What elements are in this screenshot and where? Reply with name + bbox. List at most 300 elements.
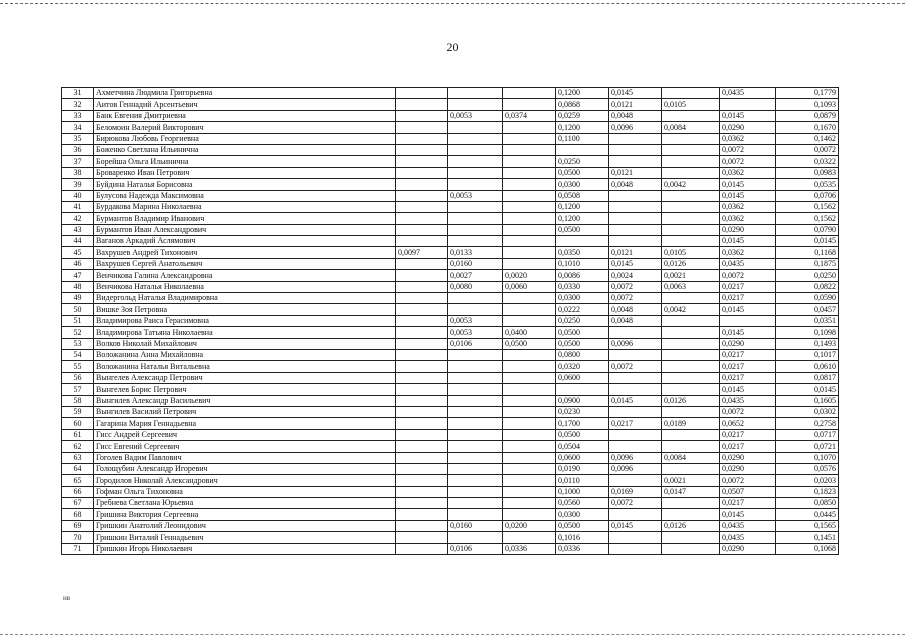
row-value-4: 0,0560 <box>556 498 609 509</box>
row-value-1 <box>396 167 448 178</box>
row-value-5: 0,0048 <box>609 315 662 326</box>
row-value-3: 0,0200 <box>503 520 556 531</box>
row-value-6 <box>662 463 720 474</box>
table-row <box>62 418 839 429</box>
row-number: 47 <box>62 270 94 281</box>
row-number: 33 <box>62 110 94 121</box>
row-name: Аитов Геннадий Арсентьевич <box>94 99 396 110</box>
row-value-4: 0,0300 <box>556 179 609 190</box>
row-value-7: 0,0435 <box>720 258 776 269</box>
row-value-2 <box>448 395 503 406</box>
row-value-2 <box>448 224 503 235</box>
row-value-2 <box>448 213 503 224</box>
footer-mark: нв <box>63 594 71 602</box>
row-value-1 <box>396 520 448 531</box>
row-value-5: 0,0048 <box>609 110 662 121</box>
row-value-3 <box>503 429 556 440</box>
row-value-1 <box>396 452 448 463</box>
row-total: 0,0879 <box>776 110 839 121</box>
row-value-2 <box>448 429 503 440</box>
row-value-4 <box>556 144 609 155</box>
row-name: Видергольд Наталья Владимировна <box>94 293 396 304</box>
row-value-3 <box>503 361 556 372</box>
row-value-6: 0,0084 <box>662 452 720 463</box>
row-value-7 <box>720 315 776 326</box>
row-value-1 <box>396 144 448 155</box>
row-value-5 <box>609 384 662 395</box>
row-value-5: 0,0217 <box>609 418 662 429</box>
row-number: 64 <box>62 463 94 474</box>
row-value-4: 0,0300 <box>556 509 609 520</box>
row-value-6 <box>662 133 720 144</box>
row-value-6 <box>662 429 720 440</box>
row-value-1 <box>396 384 448 395</box>
row-value-1 <box>396 224 448 235</box>
row-value-3 <box>503 315 556 326</box>
row-number: 70 <box>62 532 94 543</box>
row-value-5: 0,0145 <box>609 520 662 531</box>
row-value-5: 0,0096 <box>609 463 662 474</box>
row-value-1 <box>396 486 448 497</box>
row-number: 67 <box>62 498 94 509</box>
row-value-2: 0,0106 <box>448 338 503 349</box>
table-body <box>62 88 839 555</box>
row-value-7: 0,0290 <box>720 543 776 554</box>
row-value-3 <box>503 190 556 201</box>
row-value-1 <box>396 372 448 383</box>
row-value-7: 0,0145 <box>720 384 776 395</box>
row-total: 0,1493 <box>776 338 839 349</box>
row-value-2 <box>448 486 503 497</box>
row-total: 0,1462 <box>776 133 839 144</box>
row-total: 0,0706 <box>776 190 839 201</box>
row-name: Гришкин Игорь Николаевич <box>94 543 396 554</box>
row-name: Вишке Зоя Петровна <box>94 304 396 315</box>
table-row <box>62 372 839 383</box>
table-row <box>62 475 839 486</box>
row-value-1 <box>396 361 448 372</box>
row-value-4: 0,1010 <box>556 258 609 269</box>
row-total: 0,1070 <box>776 452 839 463</box>
row-total: 0,0145 <box>776 384 839 395</box>
row-value-2: 0,0160 <box>448 258 503 269</box>
row-value-6: 0,0126 <box>662 258 720 269</box>
row-value-1 <box>396 270 448 281</box>
row-value-2 <box>448 304 503 315</box>
table-row <box>62 304 839 315</box>
row-total: 0,1670 <box>776 122 839 133</box>
table-row <box>62 144 839 155</box>
row-value-4: 0,0500 <box>556 338 609 349</box>
row-value-5: 0,0072 <box>609 498 662 509</box>
row-total: 0,1565 <box>776 520 839 531</box>
row-value-3 <box>503 349 556 360</box>
row-name: Гоголев Вадим Павлович <box>94 452 396 463</box>
row-value-7: 0,0362 <box>720 133 776 144</box>
row-name: Вахрушев Андрей Тихонович <box>94 247 396 258</box>
row-value-6: 0,0042 <box>662 304 720 315</box>
row-total: 0,1779 <box>776 88 839 99</box>
row-value-4: 0,0336 <box>556 543 609 554</box>
row-name: Борейша Ольга Ильинична <box>94 156 396 167</box>
row-value-5 <box>609 224 662 235</box>
row-value-5 <box>609 144 662 155</box>
row-value-1 <box>396 543 448 554</box>
row-value-4: 0,1200 <box>556 201 609 212</box>
row-value-6: 0,0126 <box>662 520 720 531</box>
row-number: 31 <box>62 88 94 99</box>
row-value-4: 0,0600 <box>556 452 609 463</box>
row-value-3 <box>503 293 556 304</box>
row-value-6 <box>662 361 720 372</box>
row-value-7: 0,0072 <box>720 270 776 281</box>
row-name: Гагарина Мария Геннадьевна <box>94 418 396 429</box>
row-value-3 <box>503 236 556 247</box>
table-row <box>62 247 839 258</box>
table-row <box>62 486 839 497</box>
row-value-4: 0,1200 <box>556 213 609 224</box>
row-value-7: 0,0290 <box>720 338 776 349</box>
row-value-7 <box>720 99 776 110</box>
table-row <box>62 384 839 395</box>
row-value-3 <box>503 156 556 167</box>
table-row <box>62 543 839 554</box>
row-value-7: 0,0507 <box>720 486 776 497</box>
row-total: 0,0610 <box>776 361 839 372</box>
row-value-3 <box>503 406 556 417</box>
row-value-3 <box>503 475 556 486</box>
row-value-6 <box>662 327 720 338</box>
row-total: 0,1017 <box>776 349 839 360</box>
row-value-2 <box>448 475 503 486</box>
row-value-5 <box>609 509 662 520</box>
row-number: 55 <box>62 361 94 372</box>
row-name: Ваганов Аркадий Аслямович <box>94 236 396 247</box>
row-value-3 <box>503 486 556 497</box>
row-value-5: 0,0072 <box>609 293 662 304</box>
row-number: 54 <box>62 349 94 360</box>
row-name: Владимирова Раиса Герасимовна <box>94 315 396 326</box>
row-value-4: 0,0259 <box>556 110 609 121</box>
row-value-4: 0,0350 <box>556 247 609 258</box>
row-value-2: 0,0053 <box>448 110 503 121</box>
row-total: 0,0983 <box>776 167 839 178</box>
row-value-4: 0,0900 <box>556 395 609 406</box>
row-value-4: 0,0500 <box>556 520 609 531</box>
row-value-2 <box>448 201 503 212</box>
row-value-4 <box>556 236 609 247</box>
row-value-1 <box>396 293 448 304</box>
row-total: 0,0457 <box>776 304 839 315</box>
row-total: 0,1168 <box>776 247 839 258</box>
row-value-2: 0,0053 <box>448 315 503 326</box>
row-value-1 <box>396 190 448 201</box>
row-value-2 <box>448 498 503 509</box>
table-row <box>62 532 839 543</box>
row-value-2: 0,0080 <box>448 281 503 292</box>
row-total: 0,0302 <box>776 406 839 417</box>
row-value-4: 0,0222 <box>556 304 609 315</box>
row-name: Владимирова Татьяна Николаевна <box>94 327 396 338</box>
row-value-2 <box>448 463 503 474</box>
row-value-5: 0,0096 <box>609 122 662 133</box>
row-value-3 <box>503 441 556 452</box>
row-value-4 <box>556 384 609 395</box>
row-total: 0,1093 <box>776 99 839 110</box>
table-row <box>62 509 839 520</box>
row-total: 0,0445 <box>776 509 839 520</box>
table-row <box>62 179 839 190</box>
row-number: 50 <box>62 304 94 315</box>
row-value-5 <box>609 441 662 452</box>
row-value-1 <box>396 509 448 520</box>
row-name: Гисс Евгений Сергеевич <box>94 441 396 452</box>
row-name: Гришкин Анатолий Леонидович <box>94 520 396 531</box>
row-value-7: 0,0290 <box>720 122 776 133</box>
row-value-7: 0,0362 <box>720 247 776 258</box>
row-value-3 <box>503 418 556 429</box>
row-number: 46 <box>62 258 94 269</box>
table-row <box>62 498 839 509</box>
row-total: 0,1098 <box>776 327 839 338</box>
row-value-6 <box>662 224 720 235</box>
row-value-6 <box>662 315 720 326</box>
row-number: 65 <box>62 475 94 486</box>
row-number: 59 <box>62 406 94 417</box>
row-value-7: 0,0362 <box>720 201 776 212</box>
row-total: 0,0322 <box>776 156 839 167</box>
row-value-4: 0,0320 <box>556 361 609 372</box>
row-number: 37 <box>62 156 94 167</box>
row-value-1 <box>396 99 448 110</box>
row-value-6: 0,0042 <box>662 179 720 190</box>
table-row <box>62 281 839 292</box>
table-row <box>62 201 839 212</box>
row-value-3 <box>503 133 556 144</box>
row-value-4: 0,0110 <box>556 475 609 486</box>
row-value-1 <box>396 304 448 315</box>
table-row <box>62 520 839 531</box>
row-value-7: 0,0217 <box>720 281 776 292</box>
row-value-6 <box>662 167 720 178</box>
row-value-2: 0,0053 <box>448 190 503 201</box>
row-number: 43 <box>62 224 94 235</box>
row-value-7: 0,0290 <box>720 452 776 463</box>
row-number: 51 <box>62 315 94 326</box>
row-value-1: 0,0097 <box>396 247 448 258</box>
row-value-2: 0,0160 <box>448 520 503 531</box>
row-value-2 <box>448 406 503 417</box>
row-name: Вахрушев Сергей Анатольевич <box>94 258 396 269</box>
row-value-5 <box>609 213 662 224</box>
row-value-7: 0,0435 <box>720 520 776 531</box>
row-value-3 <box>503 179 556 190</box>
row-total: 0,0817 <box>776 372 839 383</box>
row-value-2 <box>448 156 503 167</box>
row-total: 0,1068 <box>776 543 839 554</box>
row-value-1 <box>396 236 448 247</box>
row-value-3 <box>503 201 556 212</box>
row-total: 0,0535 <box>776 179 839 190</box>
row-value-5: 0,0145 <box>609 395 662 406</box>
row-number: 34 <box>62 122 94 133</box>
row-number: 39 <box>62 179 94 190</box>
row-value-6 <box>662 293 720 304</box>
row-value-2: 0,0133 <box>448 247 503 258</box>
table-row <box>62 441 839 452</box>
row-value-2 <box>448 179 503 190</box>
row-value-5 <box>609 543 662 554</box>
row-total: 0,0717 <box>776 429 839 440</box>
row-value-4: 0,0868 <box>556 99 609 110</box>
row-value-5: 0,0121 <box>609 167 662 178</box>
row-value-7: 0,0217 <box>720 361 776 372</box>
row-number: 62 <box>62 441 94 452</box>
row-value-6 <box>662 201 720 212</box>
row-value-4: 0,0330 <box>556 281 609 292</box>
row-value-7: 0,0145 <box>720 509 776 520</box>
row-value-7: 0,0290 <box>720 224 776 235</box>
row-value-6: 0,0189 <box>662 418 720 429</box>
table-row <box>62 167 839 178</box>
row-total: 0,0790 <box>776 224 839 235</box>
row-value-6: 0,0126 <box>662 395 720 406</box>
row-value-7: 0,0652 <box>720 418 776 429</box>
row-value-5: 0,0121 <box>609 247 662 258</box>
row-value-2 <box>448 236 503 247</box>
row-value-1 <box>396 201 448 212</box>
table-row <box>62 338 839 349</box>
row-value-1 <box>396 315 448 326</box>
row-number: 45 <box>62 247 94 258</box>
row-value-3 <box>503 88 556 99</box>
table-row <box>62 88 839 99</box>
row-value-5 <box>609 372 662 383</box>
row-value-7: 0,0362 <box>720 213 776 224</box>
row-value-6 <box>662 532 720 543</box>
row-value-6 <box>662 406 720 417</box>
table-row <box>62 293 839 304</box>
row-value-3 <box>503 247 556 258</box>
row-value-5: 0,0121 <box>609 99 662 110</box>
table-row <box>62 361 839 372</box>
row-total: 0,2758 <box>776 418 839 429</box>
row-value-3 <box>503 372 556 383</box>
table-row <box>62 110 839 121</box>
row-value-2 <box>448 122 503 133</box>
row-value-6 <box>662 236 720 247</box>
row-name: Гришина Виктория Сергеевна <box>94 509 396 520</box>
row-value-3 <box>503 498 556 509</box>
row-value-3 <box>503 532 556 543</box>
row-number: 41 <box>62 201 94 212</box>
row-value-6 <box>662 110 720 121</box>
row-name: Венчикова Наталья Николаевна <box>94 281 396 292</box>
row-value-5: 0,0096 <box>609 338 662 349</box>
row-value-3: 0,0374 <box>503 110 556 121</box>
row-number: 71 <box>62 543 94 554</box>
table-row <box>62 122 839 133</box>
row-name: Вынгилев Александр Васильевич <box>94 395 396 406</box>
row-value-2: 0,0027 <box>448 270 503 281</box>
row-name: Ахметчина Людмила Григорьевна <box>94 88 396 99</box>
row-value-5 <box>609 133 662 144</box>
row-name: Волков Николай Михайлович <box>94 338 396 349</box>
table-row <box>62 327 839 338</box>
row-value-1 <box>396 349 448 360</box>
row-value-1 <box>396 179 448 190</box>
row-value-4: 0,1700 <box>556 418 609 429</box>
row-value-5: 0,0048 <box>609 179 662 190</box>
row-value-7: 0,0217 <box>720 441 776 452</box>
row-value-4: 0,0230 <box>556 406 609 417</box>
row-value-5 <box>609 327 662 338</box>
row-total: 0,0590 <box>776 293 839 304</box>
row-value-3 <box>503 167 556 178</box>
table-row <box>62 156 839 167</box>
row-value-3: 0,0500 <box>503 338 556 349</box>
row-value-7: 0,0217 <box>720 372 776 383</box>
row-value-3 <box>503 463 556 474</box>
row-total: 0,0072 <box>776 144 839 155</box>
table-row <box>62 270 839 281</box>
row-value-3 <box>503 395 556 406</box>
row-value-5: 0,0169 <box>609 486 662 497</box>
row-value-6 <box>662 88 720 99</box>
row-number: 48 <box>62 281 94 292</box>
row-value-4: 0,0500 <box>556 327 609 338</box>
row-value-2 <box>448 372 503 383</box>
row-value-1 <box>396 156 448 167</box>
row-value-4: 0,0500 <box>556 429 609 440</box>
row-value-4: 0,0508 <box>556 190 609 201</box>
row-total: 0,0721 <box>776 441 839 452</box>
row-name: Голощубин Александр Игоревич <box>94 463 396 474</box>
row-value-2 <box>448 384 503 395</box>
row-value-7: 0,0217 <box>720 429 776 440</box>
table-row <box>62 258 839 269</box>
row-name: Венчикова Галина Александровна <box>94 270 396 281</box>
row-value-3: 0,0020 <box>503 270 556 281</box>
row-value-2 <box>448 144 503 155</box>
row-value-7: 0,0217 <box>720 349 776 360</box>
page-top-edge <box>0 3 905 4</box>
row-value-6 <box>662 543 720 554</box>
row-value-6 <box>662 190 720 201</box>
row-value-2 <box>448 418 503 429</box>
row-number: 63 <box>62 452 94 463</box>
table-row <box>62 190 839 201</box>
row-value-5 <box>609 190 662 201</box>
row-number: 36 <box>62 144 94 155</box>
table-row <box>62 463 839 474</box>
row-value-7: 0,0217 <box>720 293 776 304</box>
row-value-7: 0,0145 <box>720 179 776 190</box>
table-row <box>62 315 839 326</box>
table-row <box>62 429 839 440</box>
row-value-1 <box>396 327 448 338</box>
table-row <box>62 395 839 406</box>
row-number: 42 <box>62 213 94 224</box>
row-value-6 <box>662 213 720 224</box>
row-value-7: 0,0145 <box>720 110 776 121</box>
row-number: 52 <box>62 327 94 338</box>
row-total: 0,1562 <box>776 201 839 212</box>
row-value-3 <box>503 99 556 110</box>
row-name: Воложанина Анна Михайловна <box>94 349 396 360</box>
row-number: 69 <box>62 520 94 531</box>
row-name: Гисс Андрей Сергеевич <box>94 429 396 440</box>
